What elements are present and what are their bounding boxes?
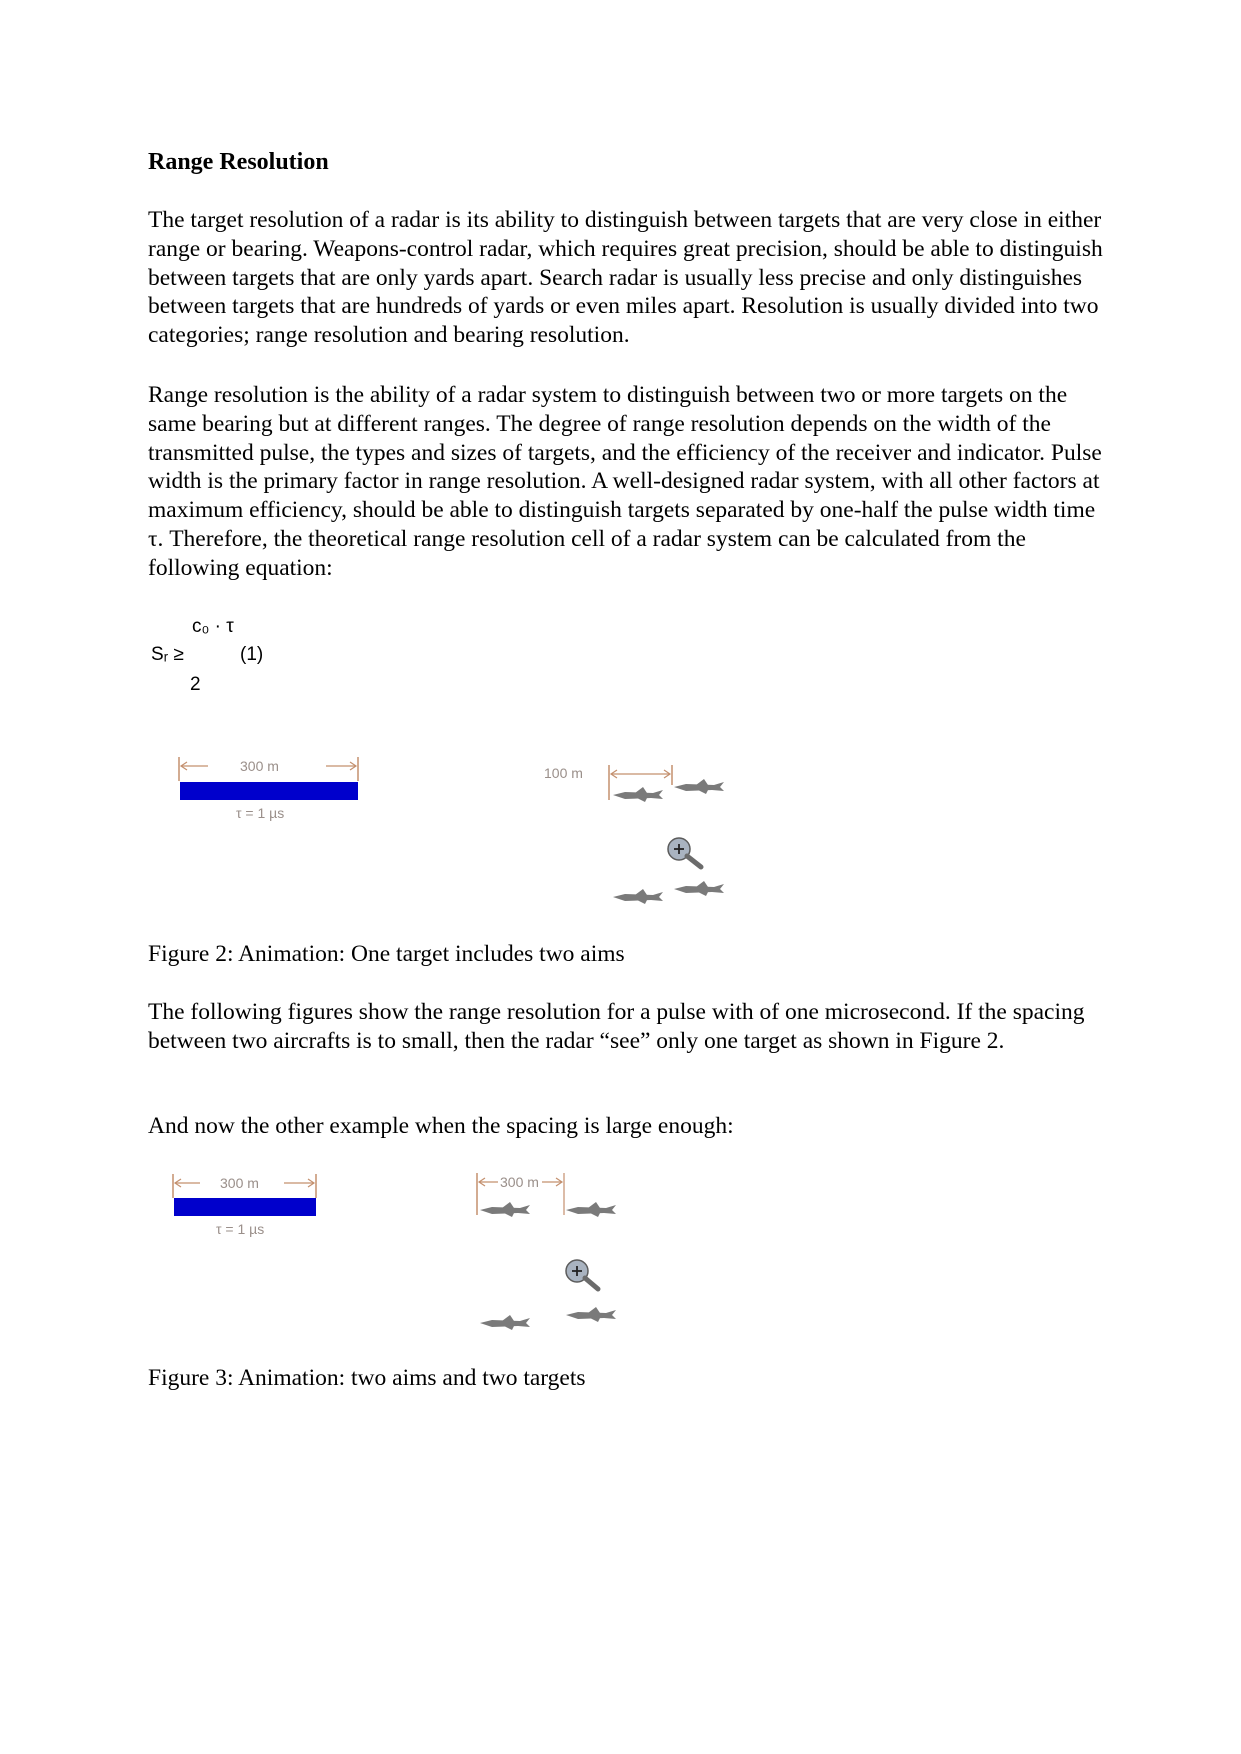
figure-3-tau-label: τ = 1 µs <box>216 1221 265 1237</box>
equation-number: (1) <box>240 644 264 665</box>
magnifier-icon <box>566 1260 598 1289</box>
plane-icon <box>613 889 663 904</box>
figure-3-targets <box>472 1170 622 1345</box>
figure-3-pulse-bar <box>174 1198 316 1216</box>
equation-denominator: 2 <box>190 674 201 695</box>
equation-lhs: Sᵣ ≥ <box>151 644 184 665</box>
figure-3-pulse <box>170 1172 320 1242</box>
plane-icon <box>613 787 663 802</box>
section-heading: Range Resolution <box>148 149 329 175</box>
range-resolution-paragraph: Range resolution is the ability of a radar system to distinguish between two or more targets on the same bearing but at different ranges. The degree of range resolution depends on the width of the transmitted pulse, the types and sizes of targets, and the efficiency of the receiver and indicator. Pulse width is the primary factor in range resolution. A well-designed radar system, with all other factors at maximum efficiency, should be able to distinguish targets separated by one-half the pulse width time τ. Therefore, the theoretical range resolution cell of a radar system can be calculated from the following equation: <box>148 382 1102 581</box>
figure-2-spacing-label: 100 m <box>544 765 583 781</box>
magnifier-icon <box>668 838 701 867</box>
plane-icon <box>480 1202 530 1217</box>
figure-3-pulse-label: 300 m <box>220 1175 259 1191</box>
plane-icon <box>566 1307 616 1322</box>
figure-2-tau-label: τ = 1 µs <box>236 805 285 821</box>
plane-icon <box>674 881 724 896</box>
document-page <box>148 146 1108 581</box>
equation-numerator: c₀ · τ <box>192 616 234 637</box>
intro-paragraph: The target resolution of a radar is its ability to distinguish between targets that are very close in either range or bearing. Weapons-control radar, which requires great precision, should be able to distinguish between targets that are only yards apart. Search radar is usually less precise and only distinguishes between targets that are hundreds of yards or even miles apart. Resolution is usually divided into two categories; range resolution and bearing resolution. <box>148 207 1103 349</box>
figure-3-spacing-label: 300 m <box>500 1174 539 1190</box>
figure-2-pulse <box>176 755 366 825</box>
plane-icon <box>674 779 724 794</box>
figure-2-targets <box>540 760 740 930</box>
figure-2-caption: Figure 2: Animation: One target includes two aims <box>148 941 625 967</box>
following-paragraph: The following figures show the range resolution for a pulse with of one microsecond. If the spacing between two aircrafts is to small, then the radar “see” only one target as shown in Figure 2. <box>148 999 1085 1054</box>
figure-2-pulse-label: 300 m <box>240 758 279 774</box>
plane-icon <box>566 1202 616 1217</box>
figure-3-caption: Figure 3: Animation: two aims and two targets <box>148 1365 586 1391</box>
other-example-paragraph: And now the other example when the spacing is large enough: <box>148 1113 734 1139</box>
figure-2-pulse-bar <box>180 782 358 800</box>
plane-icon <box>480 1315 530 1330</box>
